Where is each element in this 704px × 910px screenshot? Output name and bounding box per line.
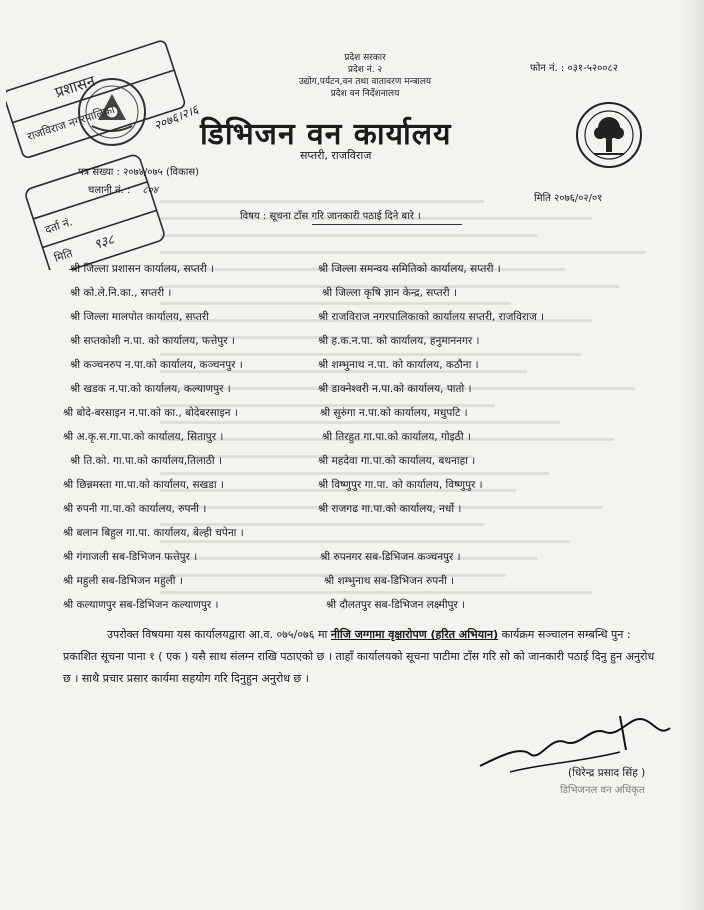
stamp-text-a: प्रशासन [52,71,98,102]
chalani-line [88,182,158,196]
recipient-left: श्री रुपनी गा.पा.को कार्यालय, रुपनी । [63,503,207,515]
recipient-left: श्री गंगाजली सब-डिभिजन फत्तेपुर । [63,551,198,563]
recipient-right: श्री तिरहुत गा.पा.को कार्यालय, गोइठी । [322,431,471,443]
chalani-value: ८०४ [142,185,158,196]
body-paragraph [63,624,663,690]
recipient-right: श्री शम्भुनाथ सब-डिभिजन रुपनी । [324,575,455,587]
recipient-left: श्री छिन्नमस्ता गा.पा.को कार्यालय, सखडा । [63,479,224,491]
recipient-right: श्री राजविराज नगरपालिकाको कार्यालय सप्तरी, राजविराज । [318,311,545,323]
received-stamp [6,30,226,270]
recipient-left: श्री कल्याणपुर सब-डिभिजन कल्याणपुर । [63,599,219,611]
recipient-right: श्री डाक्नेश्वरी न.पा.को कार्यालय, पातो । [318,383,472,395]
gov-line-1: प्रदेश सरकार [344,53,386,63]
recipient-left: श्री खडक न.पा.को कार्यालय, कल्याणपुर । [70,383,231,395]
recipient-right: श्री जिल्ला समन्वय समितिको कार्यालय, सप्तरी । [318,263,501,275]
recipient-right: श्री महदेवा गा.पा.को कार्यालय, बथनाहा । [318,455,476,467]
body-part-1: उपरोक्त विषयमा यस कार्यालयद्वारा आ.व. ०७५/०७६ मा [107,628,331,641]
recipient-right: श्री रुपनगर सब-डिभिजन कञ्चनपुर । [320,551,461,563]
body-highlight: नीजि जग्गामा वृक्षारोपण (हरित अभियान) [330,628,499,641]
stamp-text-b: राजविराज नगरपालिका [25,102,117,144]
recipient-right: श्री दौलतपुर सब-डिभिजन लक्ष्मीपुर । [326,599,466,611]
gov-line-3: उद्योग,पर्यटन,वन तथा वातावरण मन्त्रालय [298,77,432,87]
phone-number: फोन नं. : ०३१-५२००८२ [530,63,618,74]
government-heading [250,52,480,100]
stamp-handwritten-reg: ९३८ [92,232,117,253]
reference-number: पत्र संख्या : २०७४/०७५ (विकास) [78,167,200,178]
letter-date: मिति २०७६/०२/०१ [534,193,603,204]
recipient-right: श्री ह.क.न.पा. को कार्यालय, हनुमाननगर । [318,335,480,347]
recipient-left: श्री ति.को. गा.पा.को कार्यालय,तिलाठी । [70,455,222,467]
stamp-text-c: दर्ता नं. [43,215,75,237]
recipient-left: श्री बलान बिहुल गा.पा. कार्यालय, बेल्ही चपेना । [63,527,244,539]
subject-line: विषय : सूचना टाँस गरि जानकारी पठाई दिने बारे । [240,211,421,222]
recipient-left: श्री को.ले.नि.का., सप्तरी । [70,287,172,299]
subject-underline [312,224,462,225]
recipient-left: श्री कञ्चनरुप न.पा.को कार्यालय, कञ्चनपुर । [70,359,243,371]
recipient-left: श्री सप्तकोशी न.पा. को कार्यालय, फत्तेपुर । [70,335,235,347]
body-part-2: कार्यक्रम सञ्चालन सम्बन्धि पुन : प्रकाशित सूचना पाना १ ( एक ) यसै साथ संलग्न राखि पठाएको छ । ताहाँ कार्यालयको सूचना पाटीमा टाँस गरि सो को जानकारी पठाई दिनु हुन अनुरोध छ । साथै प्रचार प्रसार कार्यमा सहयोग गरि दिनुहुन अनुरोध छ । [63,628,655,685]
page-edge-shadow [680,0,704,910]
office-location: सप्तरी, राजविराज [300,149,372,162]
recipient-left: श्री अ.कृ.स.गा.पा.को कार्यालय, सितापुर । [63,431,224,443]
recipient-right: श्री जिल्ला कृषि ज्ञान केन्द्र, सप्तरी । [322,287,457,299]
forest-office-logo-icon [574,100,644,170]
office-title: डिभिजन वन कार्यालय [200,117,452,152]
chalani-label: चलानी नं. : [88,185,131,196]
recipient-left: श्री बोदे-बरसाइन न.पा.को का., बोदेबरसाइन । [63,407,238,419]
recipient-left: श्री महुली सब-डिभिजन महुली । [63,575,183,587]
recipient-right: श्री राजगढ गा.पा.को कार्यालय, नर्धो । [318,503,462,515]
recipient-left: श्री जिल्ला मालपोत कार्यालय, सप्तरी [70,311,209,323]
stamp-text-d: मिति [52,246,75,265]
stamp-handwritten-date: २०७६।२।६ [151,102,201,133]
recipient-left: श्री जिल्ला प्रशासन कार्यालय, सप्तरी । [70,263,215,275]
signer-name: (धिरेन्द्र प्रसाद सिंह ) [568,767,646,779]
recipient-right: श्री विष्णुपुर गा.पा. को कार्यालय, विष्णुपुर । [318,479,483,491]
signer-title: डिभिजनल वन अधिकृत [560,785,645,796]
recipient-right: श्री सुरुंगा न.पा.को कार्यालय, मधुपटि । [320,407,468,419]
gov-line-2: प्रदेश नं. २ [347,65,383,75]
gov-line-4: प्रदेश वन निर्देशनालय [330,89,400,99]
recipient-right: श्री शम्भुनाथ न.पा. को कार्यालय, कठौना । [318,359,479,371]
